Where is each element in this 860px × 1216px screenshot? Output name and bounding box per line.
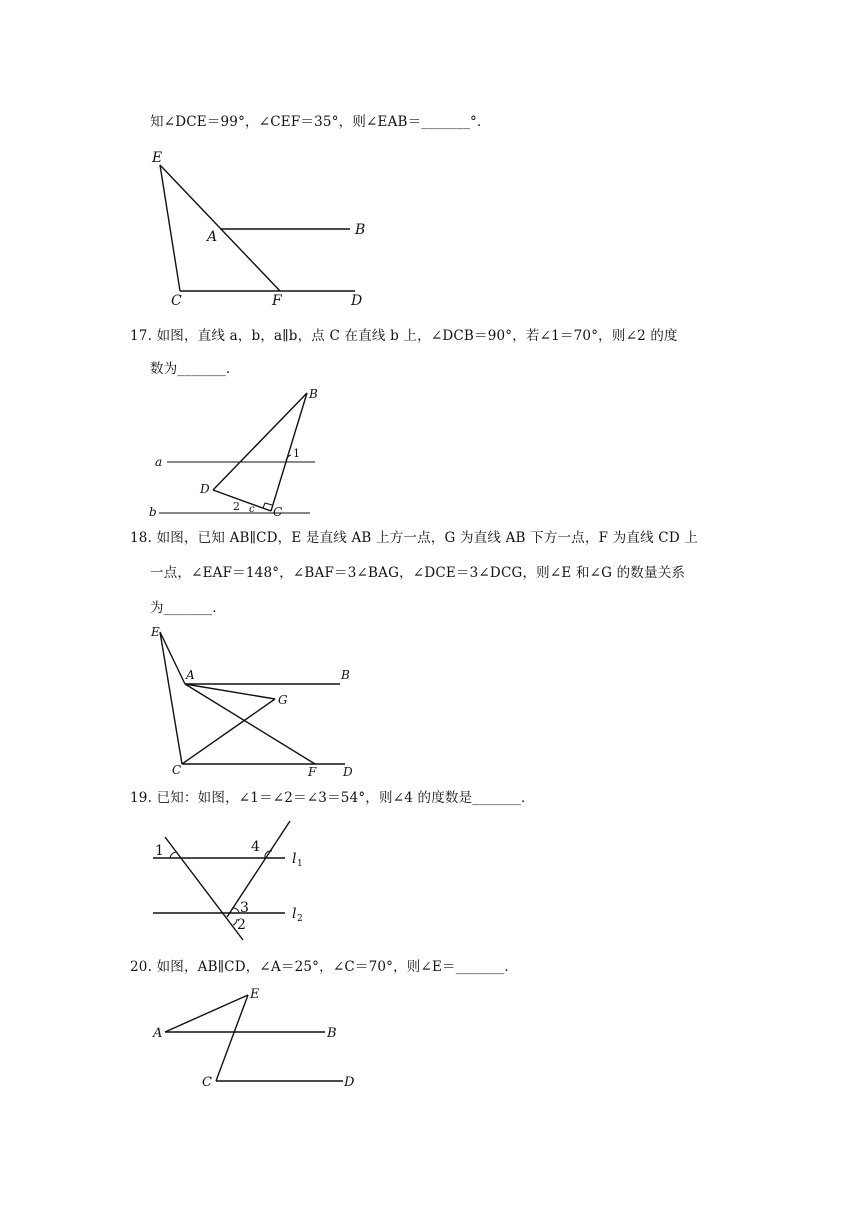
- label-4: 4: [251, 839, 260, 855]
- label-A: A: [186, 668, 195, 682]
- label-D: D: [344, 1075, 355, 1090]
- figure-18: [145, 622, 365, 782]
- label-E: E: [152, 150, 163, 166]
- label-F: F: [272, 293, 282, 309]
- figure-16: [140, 145, 380, 310]
- label-C: C: [172, 763, 182, 777]
- label-C: C: [273, 505, 283, 519]
- label-A: A: [207, 229, 218, 245]
- label-B: B: [309, 387, 318, 401]
- problem-16-text-line-1: 知∠DCE＝99°，∠CEF＝35°，则∠EAB＝_______°．: [150, 114, 491, 130]
- label-D: D: [200, 482, 210, 496]
- right-angle-mark: [263, 503, 272, 508]
- label-E: E: [151, 625, 160, 639]
- problem-18-text-line-3: 为_______．: [150, 600, 227, 616]
- label-l2: l: [292, 906, 297, 922]
- problem-20-text-line-1: [130, 958, 518, 976]
- problem-19-number: 19.: [130, 790, 153, 806]
- segment-EC: [160, 165, 180, 291]
- label-2: 2: [233, 500, 240, 513]
- label-B: B: [355, 222, 366, 238]
- problem-17-text-line-1: [130, 327, 678, 345]
- segment-EC: [160, 632, 182, 764]
- label-l1-subscript: 1: [297, 859, 303, 869]
- label-E: E: [250, 987, 260, 1002]
- transversal-1: [165, 837, 243, 940]
- label-D: D: [351, 293, 363, 309]
- label-G: G: [278, 693, 288, 707]
- label-b: b: [149, 505, 157, 519]
- label-F: F: [308, 765, 317, 779]
- label-l2-subscript: 2: [297, 914, 303, 924]
- label-B: B: [341, 668, 350, 682]
- label-a: a: [155, 455, 163, 469]
- segment-EC: [216, 995, 248, 1081]
- label-A: A: [153, 1026, 163, 1041]
- figure-19: [145, 815, 345, 945]
- label-1: 1: [155, 843, 164, 859]
- problem-20-number: 20.: [130, 959, 153, 975]
- problem-18-text-line-1: [130, 529, 698, 547]
- problem-17-text-line-2: 数为_______．: [150, 361, 240, 377]
- figure-17: [145, 385, 345, 520]
- label-l1: l: [292, 851, 297, 867]
- problem-18-line-1: 如图，已知 AB∥CD，E 是直线 AB 上方一点，G 为直线 AB 下方一点，F 为直线 CD 上: [156, 530, 699, 546]
- problem-19-text-line-1: [130, 789, 535, 807]
- label-D: D: [343, 765, 353, 779]
- problem-17-line-1: 如图，直线 a，b，a∥b，点 C 在直线 b 上，∠DCB＝90°，若∠1＝70°，则∠2 的度: [156, 328, 678, 344]
- segment-AE: [165, 995, 248, 1032]
- segment-DC: [213, 490, 271, 511]
- segment-AF: [185, 684, 315, 764]
- label-3: 3: [240, 900, 249, 916]
- angle-1-arc: [170, 852, 176, 858]
- problem-19-line-1: 已知：如图，∠1＝∠2＝∠3＝54°，则∠4 的度数是_______．: [156, 790, 535, 806]
- problem-17-number: 17.: [130, 328, 153, 344]
- label-C: C: [202, 1075, 212, 1090]
- label-c: c: [249, 504, 255, 515]
- label-2: 2: [237, 917, 246, 933]
- problem-18-number: 18.: [130, 530, 153, 546]
- label-B: B: [327, 1026, 337, 1041]
- segment-EF: [160, 165, 280, 291]
- figure-20: [145, 985, 365, 1095]
- problem-20-line-1: 如图，AB∥CD，∠A＝25°，∠C＝70°，则∠E＝_______．: [156, 959, 519, 975]
- label-1: 1: [293, 447, 300, 460]
- label-C: C: [171, 293, 182, 309]
- transversal-2: [227, 821, 290, 917]
- problem-18-text-line-2: 一点，∠EAF＝148°，∠BAF＝3∠BAG，∠DCE＝3∠DCG，则∠E 和∠G 的数量关系: [150, 565, 686, 581]
